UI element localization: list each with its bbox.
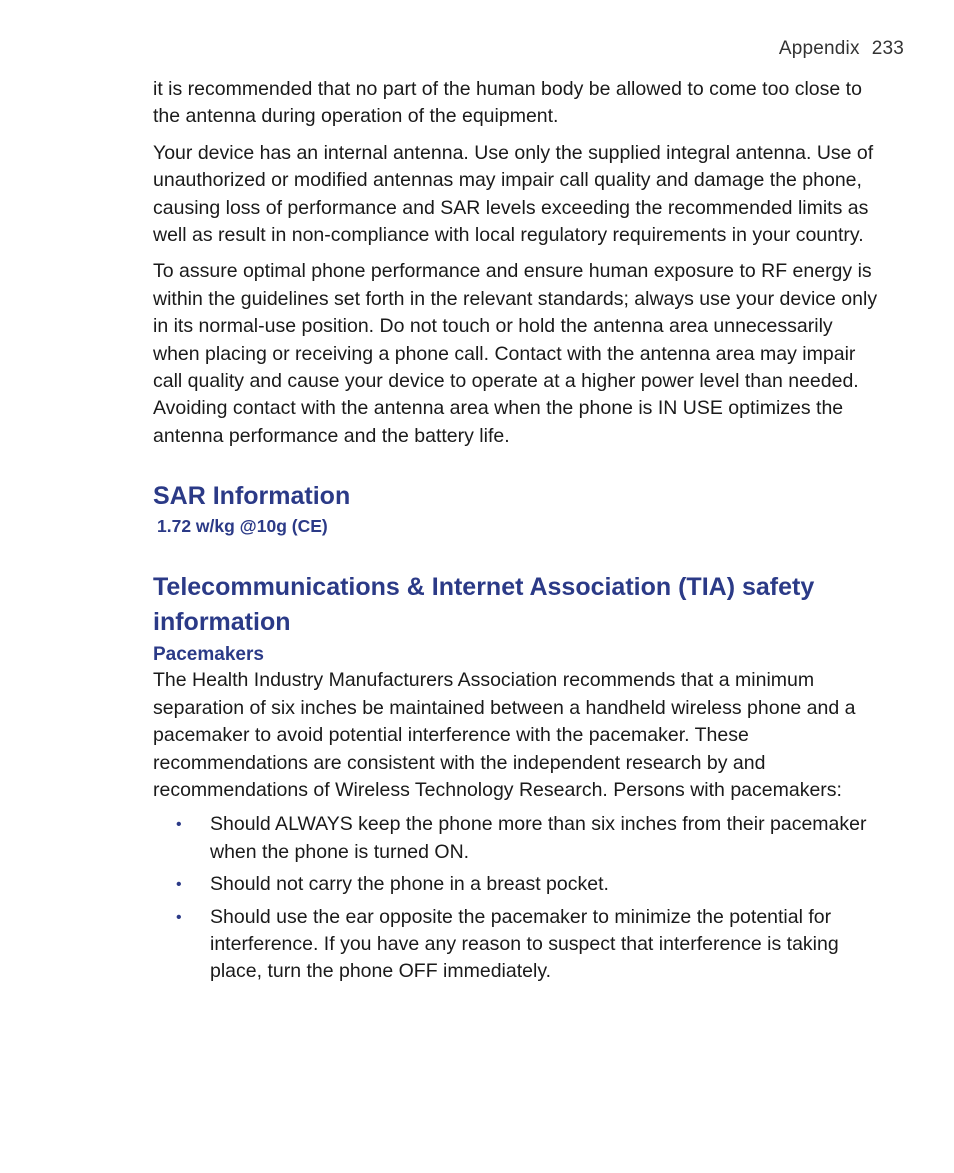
list-item (153, 811, 878, 866)
bullet-icon: • (176, 908, 182, 926)
paragraph-1: it is recommended that no part of the human body be allowed to come too close to the antenna during operation of the equipment. (153, 78, 862, 128)
pacemakers-paragraph: The Health Industry Manufacturers Association recommends that a minimum separation of six inches be maintained between a handheld wireless phone and a pacemaker to avoid potential interference with the pacemaker. These recommendations are consistent with the independent research by and recommendations of Wireless Technology Research. Persons with pacemakers: (153, 669, 856, 801)
sar-value: 1.72 w/kg @10g (CE) (157, 516, 328, 537)
paragraph-2: Your device has an internal antenna. Use only the supplied integral antenna. Use of unauthorized or modified antennas may impair call quality and damage the phone, causing loss of performance and SAR levels exceeding the recommended limits as well as result in non-compliance with local regulatory requirements in your country. (153, 141, 874, 247)
tia-heading: Telecommunications & Internet Association (TIA) safety information (153, 573, 815, 637)
list-item (153, 904, 878, 986)
sar-heading: SAR Information (153, 482, 351, 511)
header-section: Appendix (778, 38, 860, 59)
pacemakers-subheading: Pacemakers (153, 644, 264, 666)
pacemaker-bullet-list (153, 811, 878, 985)
bullet-text: Should use the ear opposite the pacemaker to minimize the potential for interference. If you have any reason to suspect that interference is taking place, turn the phone OFF immediately. (210, 905, 839, 983)
running-header (779, 38, 904, 60)
page-content (153, 76, 878, 991)
paragraph-3: To assure optimal phone performance and ensure human exposure to RF energy is within the guidelines set forth in the relevant standards; always use your device only in its normal-use position. Do not touch or hold the antenna area unnecessarily when placing or receiving a phone call. Contact with the antenna area may impair call quality and cause your device to operate at a higher power level than needed. Avoiding contact with the antenna area when the phone is IN USE optimizes the antenna performance and the battery life. (153, 260, 878, 447)
bullet-text: Should ALWAYS keep the phone more than six inches from their pacemaker when the phone is turned ON. (210, 813, 867, 863)
page-number: 233 (871, 38, 904, 59)
list-item (153, 871, 878, 898)
bullet-icon: • (176, 816, 182, 834)
bullet-icon: • (176, 876, 182, 894)
bullet-text: Should not carry the phone in a breast pocket. (210, 873, 609, 896)
